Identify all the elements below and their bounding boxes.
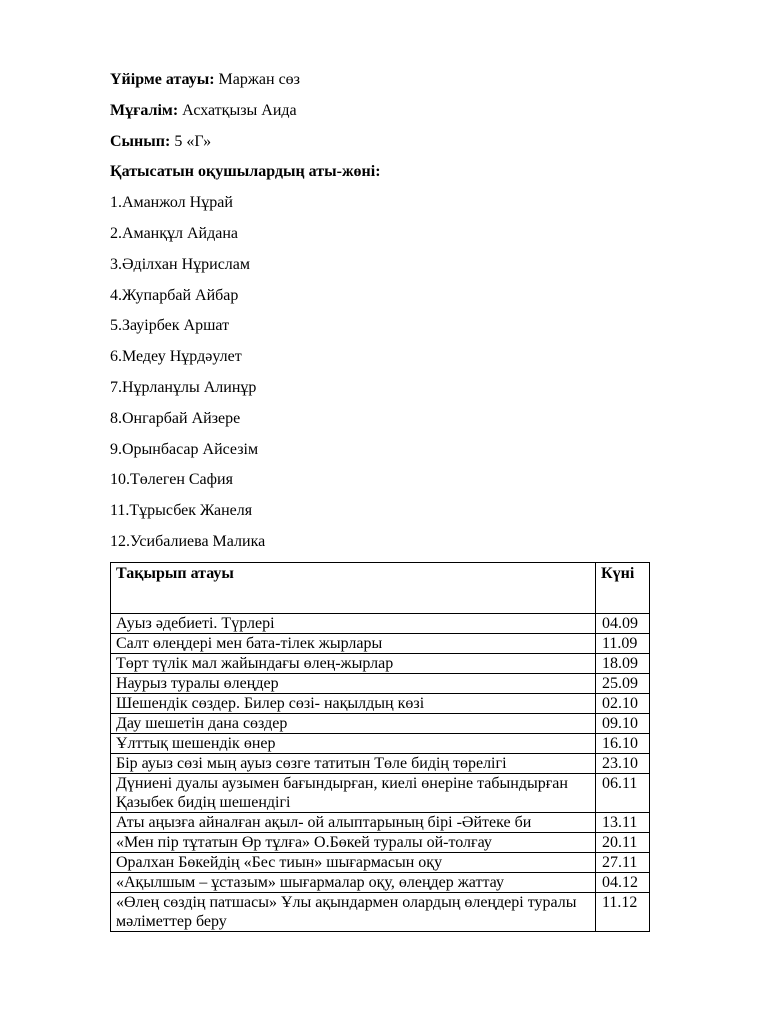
table-row bbox=[111, 853, 650, 873]
date-cell: 06.11 bbox=[596, 774, 650, 813]
student-item: 12.Усибалиева Малика bbox=[110, 533, 266, 550]
student-item: 4.Жупарбай Айбар bbox=[110, 287, 239, 304]
date-cell: 04.12 bbox=[596, 873, 650, 893]
topic-cell: «Өлең сөздің патшасы» Ұлы ақындармен олардың өлеңдері туралы мәліметтер беру bbox=[111, 893, 596, 932]
student-item: 7.Нұрланұлы Алинұр bbox=[110, 379, 257, 396]
class-label: Сынып: bbox=[110, 133, 171, 150]
topic-cell: Аты аңызға айналған ақыл- ой алыптарының бірі -Әйтеке би bbox=[111, 813, 596, 833]
table-row bbox=[111, 654, 650, 674]
date-cell: 27.11 bbox=[596, 853, 650, 873]
table-row bbox=[111, 634, 650, 654]
student-item: 8.Онгарбай Айзере bbox=[110, 410, 241, 427]
student-item: 6.Медеу Нұрдәулет bbox=[110, 348, 242, 365]
date-cell: 02.10 bbox=[596, 694, 650, 714]
topics-table bbox=[110, 562, 650, 932]
table-row bbox=[111, 893, 650, 932]
topic-cell: «Ақылшым – ұстазым» шығармалар оқу, өлеңдер жаттау bbox=[111, 873, 596, 893]
topic-cell: Наурыз туралы өлеңдер bbox=[111, 674, 596, 694]
topic-cell: Салт өлеңдері мен бата-тілек жырлары bbox=[111, 634, 596, 654]
date-cell: 23.10 bbox=[596, 754, 650, 774]
date-cell: 20.11 bbox=[596, 833, 650, 853]
club-name-line bbox=[110, 70, 300, 90]
table-row bbox=[111, 614, 650, 634]
table-row bbox=[111, 774, 650, 813]
table-row bbox=[111, 813, 650, 833]
date-cell: 13.11 bbox=[596, 813, 650, 833]
table-row bbox=[111, 833, 650, 853]
date-cell: 18.09 bbox=[596, 654, 650, 674]
students-heading bbox=[110, 162, 381, 182]
table-row bbox=[111, 714, 650, 734]
date-cell: 11.09 bbox=[596, 634, 650, 654]
topic-cell: «Мен пір тұтатын Өр тұлға» О.Бөкей туралы ой-толғау bbox=[111, 833, 596, 853]
table-header-row bbox=[111, 563, 650, 614]
table-row bbox=[111, 873, 650, 893]
student-item: 5.Зауірбек Аршат bbox=[110, 317, 230, 334]
class-value: 5 «Г» bbox=[170, 133, 212, 150]
date-cell: 04.09 bbox=[596, 614, 650, 634]
date-column-header: Күні bbox=[596, 563, 650, 614]
topic-cell: Төрт түлік мал жайындағы өлең-жырлар bbox=[111, 654, 596, 674]
teacher-line bbox=[110, 101, 297, 121]
topic-cell: Ауыз әдебиеті. Түрлері bbox=[111, 614, 596, 634]
teacher-label: Мұғалім: bbox=[110, 102, 179, 119]
topic-cell: Бір ауыз сөзі мың ауыз сөзге татитын Төле бидің төрелігі bbox=[111, 754, 596, 774]
date-cell: 16.10 bbox=[596, 734, 650, 754]
table-row bbox=[111, 694, 650, 714]
students-label: Қатысатын оқушылардың аты-жөні: bbox=[110, 163, 381, 180]
topic-cell: Дүниені дуалы аузымен бағындырған, киелі өнеріне табындырған Қазыбек бидің шешендігі bbox=[111, 774, 596, 813]
student-item: 1.Аманжол Нұрай bbox=[110, 194, 233, 211]
teacher-value: Асхатқызы Аида bbox=[178, 102, 297, 119]
student-item: 2.Аманқұл Айдана bbox=[110, 225, 239, 242]
table-row bbox=[111, 674, 650, 694]
club-name-value: Маржан сөз bbox=[214, 71, 300, 88]
student-item: 9.Орынбасар Айсезім bbox=[110, 441, 259, 458]
date-cell: 25.09 bbox=[596, 674, 650, 694]
topic-cell: Шешендік сөздер. Билер сөзі- нақылдың көзі bbox=[111, 694, 596, 714]
topic-column-header: Тақырып атауы bbox=[111, 563, 596, 614]
topic-cell: Ұлттық шешендік өнер bbox=[111, 734, 596, 754]
table-row bbox=[111, 754, 650, 774]
date-cell: 11.12 bbox=[596, 893, 650, 932]
topic-cell: Оралхан Бөкейдің «Бес тиын» шығармасын оқу bbox=[111, 853, 596, 873]
student-item: 10.Төлеген Сафия bbox=[110, 471, 233, 488]
class-line bbox=[110, 132, 211, 152]
date-cell: 09.10 bbox=[596, 714, 650, 734]
table-row bbox=[111, 734, 650, 754]
student-item: 11.Тұрысбек Жанеля bbox=[110, 502, 253, 519]
topic-cell: Дау шешетін дана сөздер bbox=[111, 714, 596, 734]
club-name-label: Үйірме атауы: bbox=[110, 71, 215, 88]
student-item: 3.Әділхан Нұрислам bbox=[110, 256, 251, 273]
